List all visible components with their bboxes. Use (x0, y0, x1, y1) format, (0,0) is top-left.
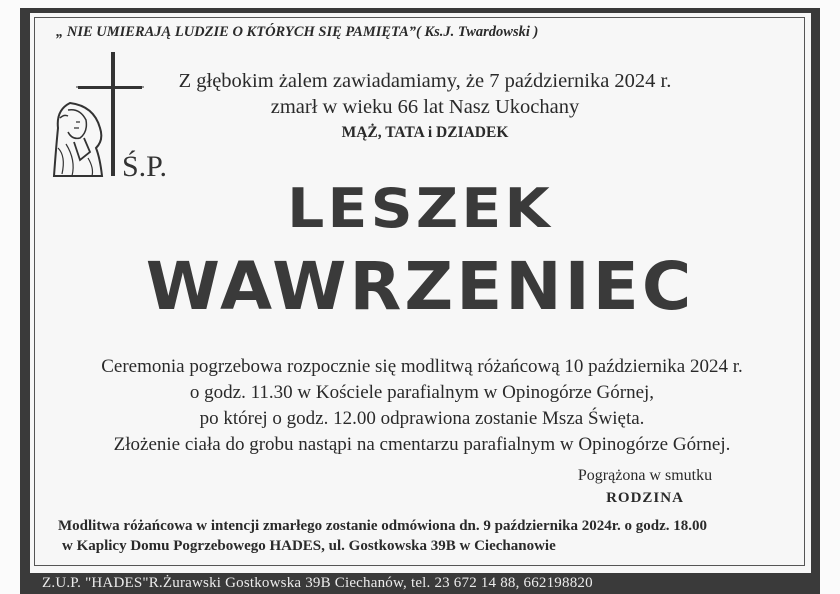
family-roles: MĄŻ, TATA i DZIADEK (341, 124, 509, 141)
ceremony-line: po której o godz. 12.00 odprawiona zostanie Msza Święta. (199, 408, 645, 429)
mourners-caption: Pogrążona w smutku (577, 467, 713, 484)
announcement-line-1: Z głębokim żalem zawiadamiamy, że 7 października 2024 r. (178, 70, 672, 92)
ceremony-line: Złożenie ciała do grobu nastąpi na cmentarzu parafialnym w Opinogórze Górnej. (113, 434, 731, 455)
motto-quote: „ NIE UMIERAJĄ LUDZIE O KTÓRYCH SIĘ PAMIĘTA”( Ks.J. Twardowski ) (56, 24, 539, 40)
mourners-signature (560, 465, 730, 509)
ceremony-line: o godz. 11.30 w Kościele parafialnym w Opinogórze Górnej, (189, 382, 655, 403)
deceased-first-name: LESZEK (287, 177, 553, 240)
rosary-line: w Kaplicy Domu Pogrzebowego HADES, ul. Gostkowska 39B w Ciechanowie (62, 538, 556, 554)
rosary-line: Modlitwa różańcowa w intencji zmarłego zostanie odmówiona dn. 9 października 2024r. o godz. 18.00 (58, 518, 707, 534)
mourners-family: RODZINA (606, 490, 684, 506)
announcement (160, 68, 690, 146)
rosary-notice (58, 516, 778, 556)
announcement-line-2: zmarł w wieku 66 lat Nasz Ukochany (270, 96, 580, 118)
funeral-home-footer: Z.U.P. "HADES"R.Żurawski Gostkowska 39B Ciechanów, tel. 23 672 14 88, 662198820 (42, 575, 593, 591)
ceremony-line: Ceremonia pogrzebowa rozpocznie się modlitwą różańcową 10 października 2024 r. (101, 356, 743, 377)
ceremony-details (52, 354, 792, 458)
deceased-last-name: WAWRZENIEC (145, 248, 695, 325)
sp-abbreviation: Ś.P. (122, 150, 168, 183)
